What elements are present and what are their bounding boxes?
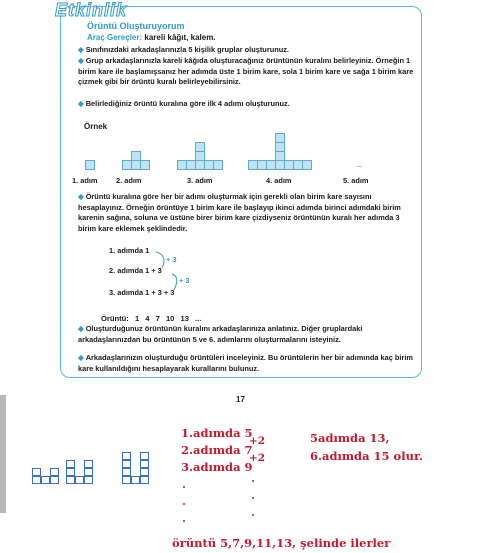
bullet-4-text: Örüntü kuralına göre her bir adımı oluşturmak için gerekli olan birim kare sayısını hesaplayınız. Örneğin örüntüye 1 birim kare ile başlayıp ikinci adımda birinci adımdaki birim karenin sağına, soluna ve üstüne birer birim kare çizdiyseniz örüntünün kuralı her adımda 3 birim kare eklemek şeklindedir.: [78, 192, 401, 233]
bullet-2-text: Grup arkadaşlarınızla kareli kâğıda oluşturacağınız örüntünün kuralını belirleyiniz. Örneğin 1 birim kare ile başlamışsanız her adımda üste 1 birim kare, sola 1 birim kare ve sağa 1 birim kare çizmek gibi bir örüntü kuralı belirleyebilirsiniz.: [78, 56, 414, 86]
drawn-square: [66, 460, 75, 468]
bullet-1-text: Sınıfınızdaki arkadaşlarınızla 5 kişilik gruplar oluşturunuz.: [85, 45, 289, 54]
dot: [252, 480, 254, 482]
note-plus-2: +2: [249, 452, 266, 464]
drawn-square: [140, 452, 149, 460]
drawn-square: [32, 476, 41, 484]
bullet-2: ◆ Grup arkadaşlarınızla kareli kâğıda oluşturacağınız örüntünün kuralını belirleyiniz. Örneğin 1 birim kare ile başlamışsanız her adımda üste 1 birim kare, sola 1 birim kare ve sağa 1 birim kare çizmek gibi bir örüntü kuralı belirleyebilirsiniz.: [78, 56, 414, 86]
drawn-square: [84, 476, 93, 484]
drawn-square: [140, 468, 149, 476]
materials-label: Araç Gereçler:: [87, 33, 143, 42]
dot: [183, 486, 185, 488]
step3-square: [213, 160, 223, 170]
calc-line-3: 3. adımda 1 + 3 + 3: [109, 288, 175, 297]
calc-line-1: 1. adımda 1: [109, 246, 150, 255]
bullet-3-text: Belirlediğiniz örüntü kuralına göre ilk 4 adımı oluşturunuz.: [85, 99, 290, 108]
drawn-square: [84, 468, 93, 476]
bullet-5: ◆ Oluşturduğunuz örüntünün kuralını arkadaşlarınıza anlatınız. Diğer gruplardaki arkadaşlarınızdan bu örüntünün 5 ve 6. adımlarını oluşturmalarını isteyiniz.: [78, 324, 363, 344]
note-step1: 1.adımda 5: [181, 426, 253, 440]
step-caption-2: 2. adım: [116, 176, 142, 185]
step3-square: [195, 142, 205, 152]
drawn-square: [41, 476, 50, 484]
step3-square: [195, 151, 205, 161]
drawn-square: [131, 476, 140, 484]
drawn-square: [122, 468, 131, 476]
drawn-square: [50, 476, 59, 484]
bullet-4: ◆ Örüntü kuralına göre her bir adımı oluşturmak için gerekli olan birim kare sayısını hesaplayınız. Örneğin örüntüye 1 birim kare ile başlayıp ikinci adımda birinci adımdaki birim karenin sağına, soluna ve üstüne birer birim kare çizdiyseniz örüntünün kuralı her adımda 3 birim kare eklemek şeklindedir.: [78, 192, 401, 233]
step-caption-5: 5. adım: [343, 176, 369, 185]
drawn-square: [122, 460, 131, 468]
step4-square: [275, 142, 285, 152]
drawn-square: [140, 460, 149, 468]
calc-arrows: [150, 248, 190, 294]
drawn-square: [66, 476, 75, 484]
calc-line-2: 2. adımda 1 + 3: [109, 266, 162, 275]
activity-title: Örüntü Oluşturuyorum: [87, 21, 185, 31]
left-edge-strip: [0, 395, 6, 513]
step5-blank: _: [357, 159, 362, 168]
drawn-square: [66, 468, 75, 476]
page-number: 17: [236, 395, 245, 404]
note-step6: 6.adımda 15 olur.: [310, 449, 423, 463]
step4-square: [275, 151, 285, 161]
step2-square: [131, 151, 141, 161]
drawn-square: [84, 460, 93, 468]
step1-square: [85, 160, 95, 170]
note-step3: 3.adımda 9: [181, 460, 253, 474]
step-caption-1: 1. adım: [72, 176, 98, 185]
step4-square: [302, 160, 312, 170]
dot: [252, 514, 254, 516]
materials-line: [87, 33, 216, 42]
drawn-square: [32, 468, 41, 476]
dot: [183, 520, 185, 522]
bullet-3: ◆ Belirlediğiniz örüntü kuralına göre ilk 4 adımı oluşturunuz.: [78, 99, 290, 108]
note-step5: 5adımda 13,: [310, 431, 390, 445]
step-caption-3: 3. adım: [187, 176, 213, 185]
example-label: Örnek: [84, 122, 108, 131]
bullet-6-text: Arkadaşlarınızın oluşturduğu örüntüleri inceleyiniz. Bu örüntülerin her bir adımında kaç birim kare kullanıldığını hesaplayarak kurallarını bulunuz.: [78, 353, 413, 373]
dot: [252, 497, 254, 499]
step-caption-4: 4. adım: [266, 176, 292, 185]
step2-square: [140, 160, 150, 170]
step4-square: [275, 133, 285, 143]
activity-banner: Etkinlik: [55, 0, 128, 20]
drawn-square: [140, 476, 149, 484]
materials-value: kareli kâğıt, kalem.: [142, 33, 216, 42]
drawn-square: [122, 452, 131, 460]
drawn-square: [75, 476, 84, 484]
note-plus-1: +2: [249, 435, 266, 447]
drawn-square: [122, 476, 131, 484]
note-step2: 2.adımda 7: [181, 443, 253, 457]
bullet-6: ◆ Arkadaşlarınızın oluşturduğu örüntüleri inceleyiniz. Bu örüntülerin her bir adımında kaç birim kare kullanıldığını hesaplayarak kurallarını bulunuz.: [78, 353, 413, 373]
calc-plus-1: + 3: [166, 255, 177, 264]
bullet-5-text: Oluşturduğunuz örüntünün kuralını arkadaşlarınıza anlatınız. Diğer gruplardaki arkadaşlarınızdan bu örüntünün 5 ve 6. adımlarını oluşturmalarını isteyiniz.: [78, 324, 363, 344]
sequence-line: Örüntü: 1 4 7 10 13 ...: [101, 314, 202, 323]
calc-plus-2: + 3: [179, 276, 190, 285]
bullet-1: ◆ Sınıfınızdaki arkadaşlarınızla 5 kişilik gruplar oluşturunuz.: [78, 45, 289, 54]
dot: [183, 503, 185, 505]
note-conclusion: örüntü 5,7,9,11,13, şelinde ilerler: [172, 536, 391, 550]
drawn-square: [50, 468, 59, 476]
